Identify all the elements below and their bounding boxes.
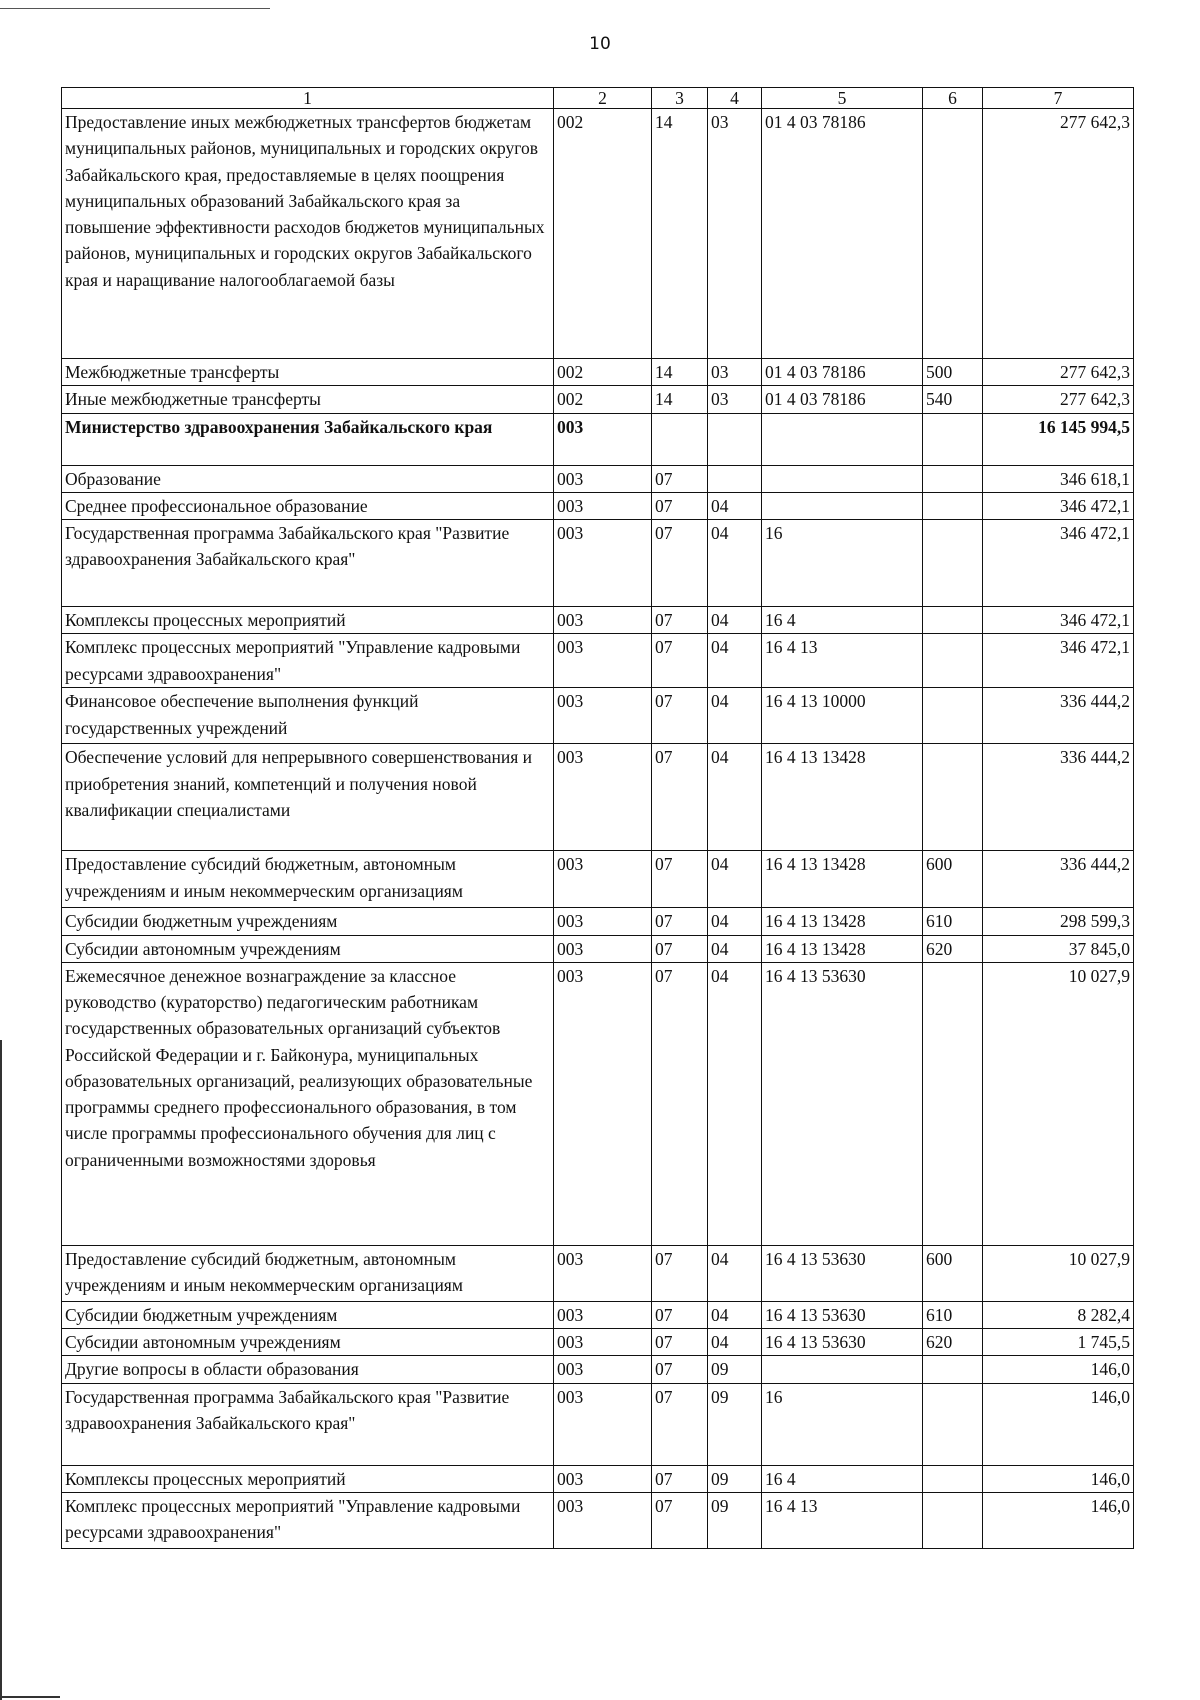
row-name: Субсидии автономным учреждениям <box>62 1329 554 1356</box>
cell-section: 07 <box>652 688 708 744</box>
cell-amount: 346 472,1 <box>983 520 1134 607</box>
cell-section: 07 <box>652 607 708 634</box>
cell-section: 07 <box>652 1465 708 1492</box>
cell-subsection: 04 <box>708 634 762 688</box>
cell-target <box>762 1356 923 1383</box>
cell-admin: 003 <box>554 1356 652 1383</box>
cell-admin: 003 <box>554 1245 652 1301</box>
scan-edge-top <box>0 8 270 9</box>
cell-subsection: 04 <box>708 1245 762 1301</box>
table-row <box>62 935 1134 962</box>
row-name: Субсидии бюджетным учреждениям <box>62 908 554 935</box>
cell-amount: 146,0 <box>983 1356 1134 1383</box>
cell-section: 07 <box>652 1492 708 1548</box>
cell-subsection: 04 <box>708 962 762 1245</box>
header-row <box>62 88 1134 109</box>
cell-section: 07 <box>652 465 708 492</box>
cell-expense-type <box>923 109 983 359</box>
cell-subsection: 09 <box>708 1356 762 1383</box>
table-row <box>62 109 1134 359</box>
cell-expense-type <box>923 744 983 851</box>
cell-admin: 003 <box>554 465 652 492</box>
cell-target: 01 4 03 78186 <box>762 359 923 386</box>
row-name: Предоставление иных межбюджетных трансфертов бюджетам муниципальных районов, муниципальных и городских округов Забайкальского края, предоставляемые в целях поощрения муниципальных образований Забайкальского края за повышение эффективности расходов бюджетов муниципальных районов, муниципальных и городских округов Забайкальского края и наращивание налогооблагаемой базы <box>62 109 554 359</box>
cell-amount: 336 444,2 <box>983 744 1134 851</box>
cell-admin: 002 <box>554 359 652 386</box>
budget-table <box>61 87 1134 1549</box>
cell-amount: 277 642,3 <box>983 386 1134 413</box>
row-name: Обеспечение условий для непрерывного совершенствования и приобретения знаний, компетенций и получения новой квалификации специалистами <box>62 744 554 851</box>
column-header: 1 <box>62 88 554 109</box>
column-header: 5 <box>762 88 923 109</box>
cell-subsection: 04 <box>708 1329 762 1356</box>
row-name: Другие вопросы в области образования <box>62 1356 554 1383</box>
cell-expense-type <box>923 1356 983 1383</box>
row-name: Комплекс процессных мероприятий "Управление кадровыми ресурсами здравоохранения" <box>62 1492 554 1548</box>
column-header: 4 <box>708 88 762 109</box>
row-name: Комплексы процессных мероприятий <box>62 1465 554 1492</box>
cell-expense-type: 500 <box>923 359 983 386</box>
cell-target: 16 <box>762 520 923 607</box>
row-name: Субсидии автономным учреждениям <box>62 935 554 962</box>
cell-expense-type: 540 <box>923 386 983 413</box>
cell-expense-type <box>923 492 983 519</box>
cell-expense-type: 600 <box>923 851 983 908</box>
cell-target: 16 4 13 13428 <box>762 851 923 908</box>
cell-target: 16 4 13 13428 <box>762 908 923 935</box>
cell-amount: 336 444,2 <box>983 688 1134 744</box>
cell-admin: 003 <box>554 1492 652 1548</box>
table-row <box>62 386 1134 413</box>
cell-expense-type: 620 <box>923 935 983 962</box>
cell-amount: 146,0 <box>983 1492 1134 1548</box>
table-row <box>62 1383 1134 1465</box>
cell-section: 14 <box>652 359 708 386</box>
cell-section: 07 <box>652 851 708 908</box>
column-header: 2 <box>554 88 652 109</box>
cell-admin: 003 <box>554 413 652 465</box>
cell-section: 07 <box>652 1383 708 1465</box>
scan-edge-left <box>0 1040 2 1700</box>
cell-target <box>762 465 923 492</box>
table-row <box>62 634 1134 688</box>
cell-expense-type: 620 <box>923 1329 983 1356</box>
cell-admin: 002 <box>554 109 652 359</box>
cell-section: 07 <box>652 908 708 935</box>
cell-subsection: 04 <box>708 908 762 935</box>
cell-subsection: 04 <box>708 492 762 519</box>
column-header: 3 <box>652 88 708 109</box>
cell-subsection: 09 <box>708 1465 762 1492</box>
cell-expense-type <box>923 1465 983 1492</box>
cell-amount: 37 845,0 <box>983 935 1134 962</box>
row-name: Среднее профессиональное образование <box>62 492 554 519</box>
row-name: Иные межбюджетные трансферты <box>62 386 554 413</box>
cell-admin: 003 <box>554 1465 652 1492</box>
cell-subsection: 04 <box>708 744 762 851</box>
table-row <box>62 1356 1134 1383</box>
cell-section: 07 <box>652 962 708 1245</box>
cell-expense-type <box>923 1492 983 1548</box>
scan-edge-bottom <box>0 1696 60 1698</box>
cell-subsection: 09 <box>708 1492 762 1548</box>
cell-section: 14 <box>652 386 708 413</box>
cell-expense-type <box>923 607 983 634</box>
table-row <box>62 908 1134 935</box>
cell-target: 16 4 13 <box>762 1492 923 1548</box>
page-number: 10 <box>589 34 611 54</box>
cell-section: 07 <box>652 492 708 519</box>
cell-expense-type <box>923 465 983 492</box>
table-row <box>62 492 1134 519</box>
cell-amount: 277 642,3 <box>983 359 1134 386</box>
cell-section: 07 <box>652 1245 708 1301</box>
cell-section: 07 <box>652 935 708 962</box>
cell-amount: 346 472,1 <box>983 492 1134 519</box>
cell-section: 14 <box>652 109 708 359</box>
cell-admin: 003 <box>554 1301 652 1328</box>
cell-target: 16 4 <box>762 607 923 634</box>
cell-target: 16 4 13 13428 <box>762 935 923 962</box>
cell-subsection <box>708 413 762 465</box>
cell-expense-type <box>923 413 983 465</box>
cell-section: 07 <box>652 1356 708 1383</box>
cell-subsection: 04 <box>708 1301 762 1328</box>
cell-section: 07 <box>652 744 708 851</box>
cell-amount: 346 618,1 <box>983 465 1134 492</box>
cell-admin: 003 <box>554 492 652 519</box>
table-row <box>62 520 1134 607</box>
table-row <box>62 607 1134 634</box>
cell-target: 01 4 03 78186 <box>762 386 923 413</box>
cell-admin: 003 <box>554 1383 652 1465</box>
table-row <box>62 851 1134 908</box>
cell-amount: 10 027,9 <box>983 962 1134 1245</box>
cell-amount: 277 642,3 <box>983 109 1134 359</box>
cell-amount: 146,0 <box>983 1383 1134 1465</box>
table-row <box>62 465 1134 492</box>
row-name: Финансовое обеспечение выполнения функций государственных учреждений <box>62 688 554 744</box>
cell-admin: 003 <box>554 607 652 634</box>
cell-amount: 16 145 994,5 <box>983 413 1134 465</box>
cell-target: 16 4 13 53630 <box>762 1245 923 1301</box>
cell-section: 07 <box>652 1329 708 1356</box>
row-name: Комплекс процессных мероприятий "Управление кадровыми ресурсами здравоохранения" <box>62 634 554 688</box>
cell-subsection: 03 <box>708 386 762 413</box>
cell-section: 07 <box>652 634 708 688</box>
cell-amount: 346 472,1 <box>983 607 1134 634</box>
row-name: Ежемесячное денежное вознаграждение за классное руководство (кураторство) педагогическим работникам государственных образовательных организаций субъектов Российской Федерации и г. Байконура, муниципальных образовательных организаций, реализующих образовательные программы среднего профессионального образования, в том числе программы профессионального обучения для лиц с ограниченными возможностями здоровья <box>62 962 554 1245</box>
cell-subsection: 04 <box>708 688 762 744</box>
cell-amount: 146,0 <box>983 1465 1134 1492</box>
cell-expense-type <box>923 520 983 607</box>
table-row <box>62 1329 1134 1356</box>
cell-amount: 10 027,9 <box>983 1245 1134 1301</box>
cell-amount: 346 472,1 <box>983 634 1134 688</box>
cell-expense-type: 610 <box>923 908 983 935</box>
row-name: Субсидии бюджетным учреждениям <box>62 1301 554 1328</box>
row-name: Межбюджетные трансферты <box>62 359 554 386</box>
cell-subsection: 03 <box>708 359 762 386</box>
cell-expense-type <box>923 688 983 744</box>
cell-admin: 003 <box>554 962 652 1245</box>
row-name: Государственная программа Забайкальского края "Развитие здравоохранения Забайкальского края" <box>62 1383 554 1465</box>
cell-target: 16 4 13 <box>762 634 923 688</box>
cell-section <box>652 413 708 465</box>
cell-subsection: 09 <box>708 1383 762 1465</box>
cell-target: 16 <box>762 1383 923 1465</box>
cell-admin: 003 <box>554 908 652 935</box>
cell-admin: 002 <box>554 386 652 413</box>
row-name: Предоставление субсидий бюджетным, автономным учреждениям и иным некоммерческим организациям <box>62 1245 554 1301</box>
cell-expense-type <box>923 962 983 1245</box>
cell-target: 16 4 13 10000 <box>762 688 923 744</box>
cell-subsection: 04 <box>708 520 762 607</box>
table-row <box>62 1492 1134 1548</box>
cell-section: 07 <box>652 1301 708 1328</box>
row-name: Государственная программа Забайкальского края "Развитие здравоохранения Забайкальского края" <box>62 520 554 607</box>
cell-target <box>762 413 923 465</box>
column-header: 6 <box>923 88 983 109</box>
cell-amount: 336 444,2 <box>983 851 1134 908</box>
cell-admin: 003 <box>554 688 652 744</box>
table-row <box>62 962 1134 1245</box>
table-row <box>62 1465 1134 1492</box>
table-row <box>62 1301 1134 1328</box>
cell-target: 16 4 13 53630 <box>762 1301 923 1328</box>
cell-amount: 8 282,4 <box>983 1301 1134 1328</box>
cell-subsection: 04 <box>708 935 762 962</box>
cell-target: 16 4 <box>762 1465 923 1492</box>
cell-admin: 003 <box>554 935 652 962</box>
cell-subsection: 04 <box>708 607 762 634</box>
cell-subsection <box>708 465 762 492</box>
cell-section: 07 <box>652 520 708 607</box>
cell-target: 16 4 13 13428 <box>762 744 923 851</box>
table-row <box>62 413 1134 465</box>
row-name: Образование <box>62 465 554 492</box>
table-row <box>62 1245 1134 1301</box>
cell-expense-type: 600 <box>923 1245 983 1301</box>
cell-target: 16 4 13 53630 <box>762 1329 923 1356</box>
cell-admin: 003 <box>554 851 652 908</box>
cell-expense-type <box>923 634 983 688</box>
row-name: Министерство здравоохранения Забайкальского края <box>62 413 554 465</box>
column-header: 7 <box>983 88 1134 109</box>
cell-subsection: 04 <box>708 851 762 908</box>
cell-target: 16 4 13 53630 <box>762 962 923 1245</box>
cell-expense-type <box>923 1383 983 1465</box>
cell-amount: 298 599,3 <box>983 908 1134 935</box>
table-row <box>62 359 1134 386</box>
row-name: Предоставление субсидий бюджетным, автономным учреждениям и иным некоммерческим организациям <box>62 851 554 908</box>
cell-admin: 003 <box>554 634 652 688</box>
table-row <box>62 688 1134 744</box>
cell-admin: 003 <box>554 744 652 851</box>
cell-target: 01 4 03 78186 <box>762 109 923 359</box>
cell-admin: 003 <box>554 520 652 607</box>
cell-expense-type: 610 <box>923 1301 983 1328</box>
row-name: Комплексы процессных мероприятий <box>62 607 554 634</box>
cell-target <box>762 492 923 519</box>
cell-subsection: 03 <box>708 109 762 359</box>
cell-admin: 003 <box>554 1329 652 1356</box>
cell-amount: 1 745,5 <box>983 1329 1134 1356</box>
table-row <box>62 744 1134 851</box>
